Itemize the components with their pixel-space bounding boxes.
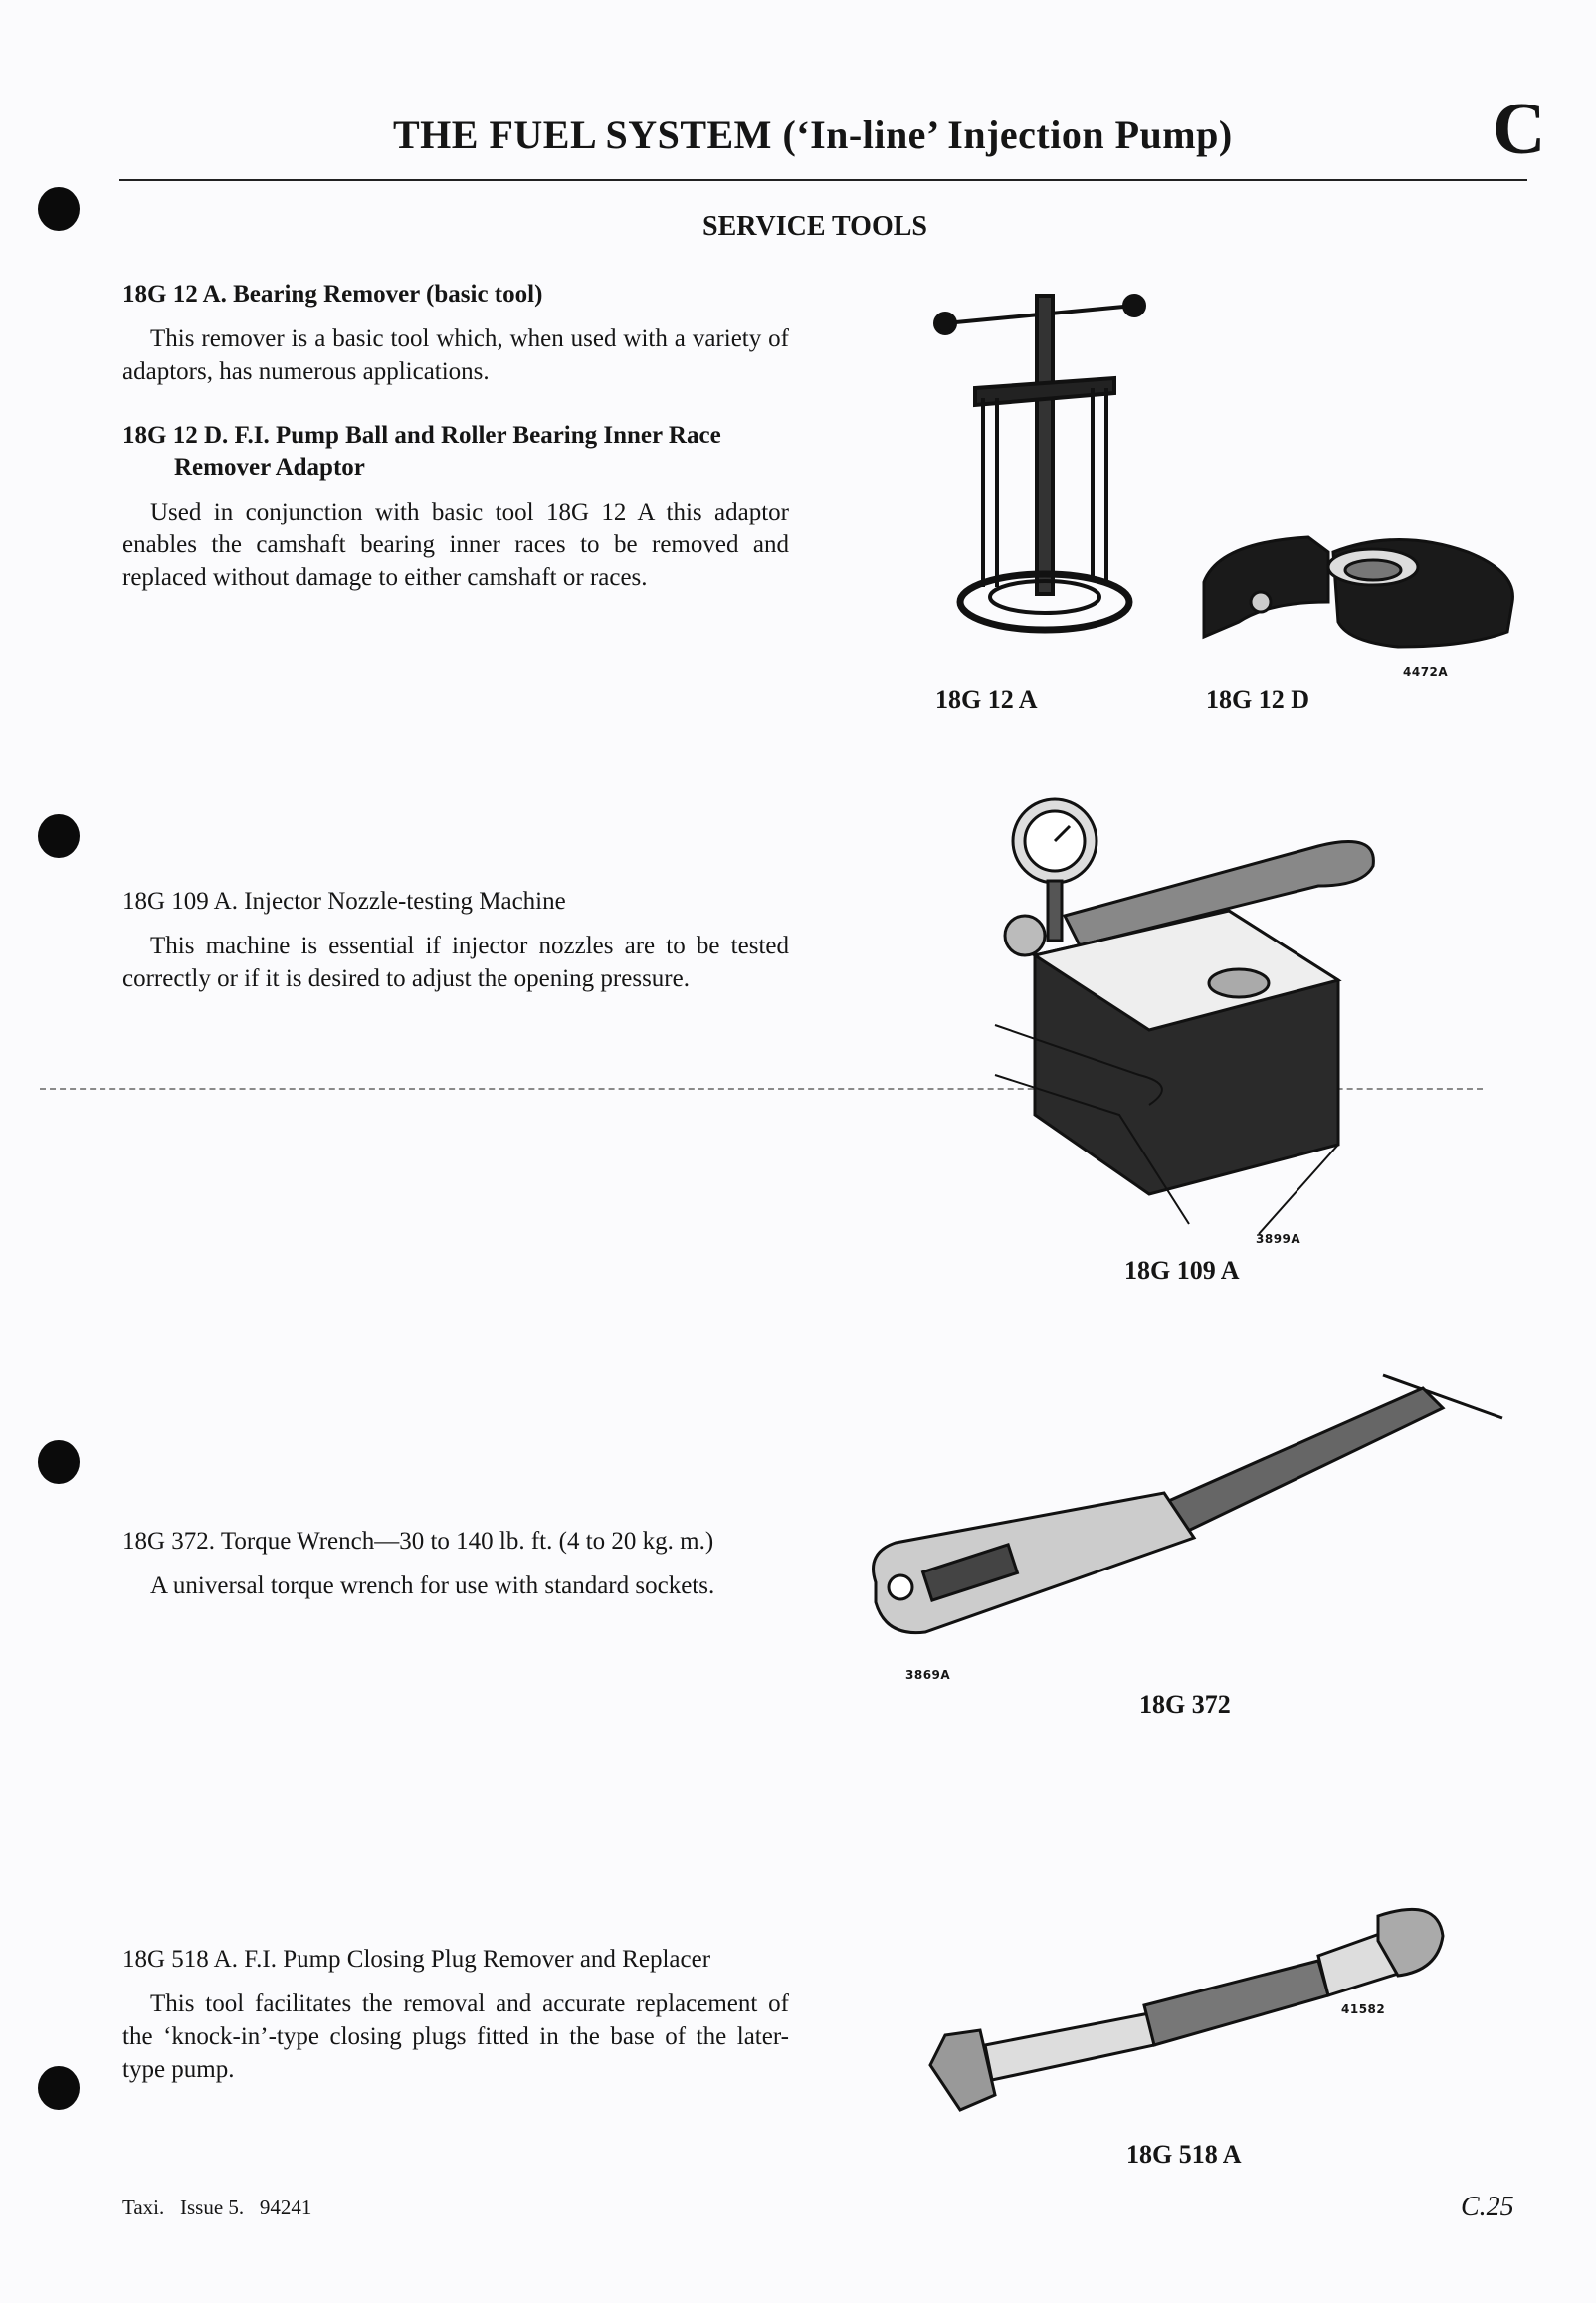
footer-issue-info: Taxi. Issue 5. 94241 <box>122 2196 312 2219</box>
figure-caption: 18G 12 A <box>935 685 1038 714</box>
figure-ref-number: 3899A <box>1256 1232 1301 1246</box>
figure-ref-number: 4472A <box>1403 665 1449 679</box>
tool-description: Used in conjunction with basic tool 18G 12 A this adaptor enables the camshaft bearing inner races to be removed and replaced without damage to either camshaft or races. <box>122 499 789 591</box>
bearing-remover-illustration <box>925 284 1174 662</box>
figure-caption: 18G 518 A <box>1126 2140 1242 2169</box>
tool-heading: 18G 518 A. F.I. Pump Closing Plug Remover and Replacer <box>122 1946 711 1973</box>
binder-hole <box>38 187 80 231</box>
tool-entry <box>122 1944 789 2086</box>
figure-ref-number: 41582 <box>1341 2002 1386 2016</box>
figure-caption: 18G 12 D <box>1206 685 1309 714</box>
section-subheading: SERVICE TOOLS <box>702 211 927 242</box>
tool-description: This remover is a basic tool which, when used with a variety of adaptors, has numerous applications. <box>122 325 789 385</box>
figure-ref-number: 3869A <box>905 1668 951 1682</box>
tool-entry <box>122 886 789 995</box>
figure-caption: 18G 372 <box>1139 1690 1231 1719</box>
tool-entry <box>122 420 789 594</box>
binder-hole <box>38 814 80 858</box>
binder-hole <box>38 2066 80 2110</box>
page-number: C.25 <box>1461 2192 1514 2222</box>
tool-heading: 18G 12 A. Bearing Remover (basic tool) <box>122 281 543 308</box>
tool-description: This tool facilitates the removal and accurate replacement of the ‘knock-in’-type closing plugs fitted in the base of the later-type pump. <box>122 1990 789 2083</box>
tool-entry <box>122 279 789 388</box>
tool-heading: 18G 109 A. Injector Nozzle-testing Machine <box>122 888 566 915</box>
binder-hole <box>38 1440 80 1484</box>
tool-heading: 18G 12 D. F.I. Pump Ball and Roller Bearing Inner Race Remover Adaptor <box>122 422 721 481</box>
tool-description: This machine is essential if injector nozzles are to be tested correctly or if it is desired to adjust the opening pressure. <box>122 933 789 992</box>
torque-wrench-illustration <box>866 1363 1512 1662</box>
figure-caption: 18G 109 A <box>1124 1256 1240 1285</box>
adaptor-ring-illustration <box>1199 523 1527 662</box>
tool-heading: 18G 372. Torque Wrench—30 to 140 lb. ft. (4 to 20 kg. m.) <box>122 1528 714 1555</box>
nozzle-tester-illustration <box>990 786 1388 1224</box>
tool-description: A universal torque wrench for use with standard sockets. <box>150 1572 715 1599</box>
header-divider <box>119 179 1527 181</box>
tool-entry <box>122 1526 789 1602</box>
page-title: THE FUEL SYSTEM (‘In-line’ Injection Pump) <box>393 112 1233 157</box>
section-letter: C <box>1493 89 1546 170</box>
